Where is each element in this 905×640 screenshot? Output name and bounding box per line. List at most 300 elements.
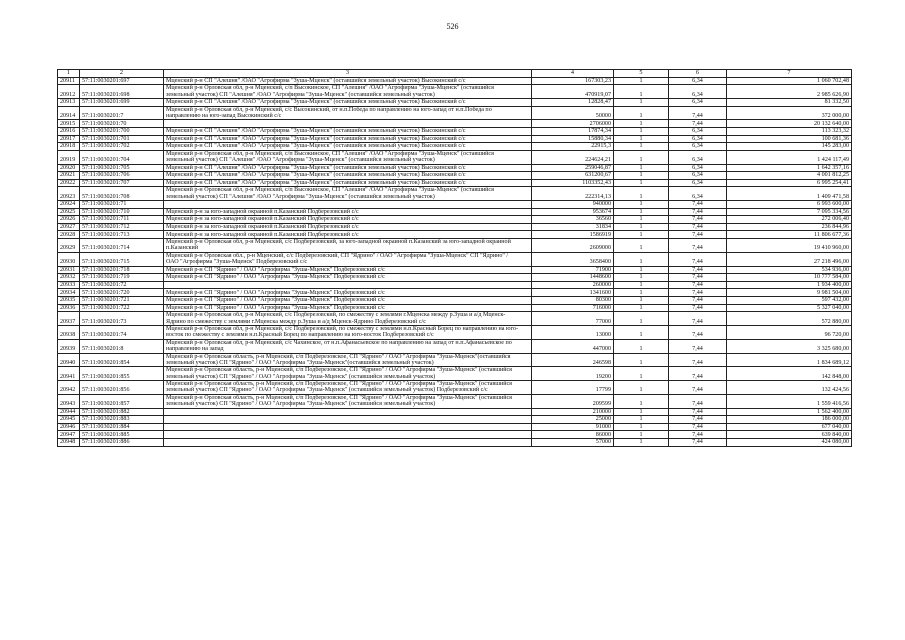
cell-c5: 1 — [614, 135, 669, 143]
cell-id: 20927 — [58, 223, 80, 231]
cell-c5: 1 — [614, 239, 669, 253]
cell-description — [164, 266, 532, 274]
cell-value: 142 848,00 — [727, 367, 852, 381]
description-line: Мценский р-н Орловская обл, р-н Мценский, с/с Высокинский, от н.п.Победа по направлению на юго-запад от н.п.Победа по — [166, 106, 492, 113]
cell-cad: 57:11:0030201:701 — [80, 135, 164, 143]
cell-area: 447000 — [532, 339, 614, 353]
cell-area: 71900 — [532, 266, 614, 274]
table-row — [58, 408, 852, 416]
cell-c6: 6,34 — [669, 187, 727, 201]
cell-value: 4 001 812,25 — [727, 172, 852, 180]
cell-c5: 1 — [614, 274, 669, 282]
cell-id: 20916 — [58, 127, 80, 135]
cell-c6: 7,44 — [669, 431, 727, 439]
cell-id: 20921 — [58, 172, 80, 180]
cell-cad: 57:11:0030201:882 — [80, 408, 164, 416]
cell-value: 186 000,00 — [727, 416, 852, 424]
column-header: 7 — [727, 70, 852, 78]
table-row — [58, 98, 852, 106]
description-line: земельный участок) СП "Ядрино" / ОАО "Агрофирма "Зуша-Мценск"(оставшийся земельный участок) — [166, 359, 434, 366]
cell-area: 25000 — [532, 416, 614, 424]
table-row — [58, 208, 852, 216]
table-row — [58, 135, 852, 143]
cell-c5: 1 — [614, 296, 669, 304]
cell-value: 19 410 960,00 — [727, 239, 852, 253]
table-row — [58, 439, 852, 447]
cell-cad: 57:11:0030201:706 — [80, 172, 164, 180]
cell-c5: 1 — [614, 381, 669, 395]
cell-id: 20928 — [58, 231, 80, 239]
cell-cad: 57:11:0030201:707 — [80, 179, 164, 187]
cell-value: 572 880,00 — [727, 312, 852, 326]
column-header: 3 — [164, 70, 532, 78]
cell-c5: 1 — [614, 187, 669, 201]
cell-value: 1 834 689,12 — [727, 353, 852, 367]
cell-id: 20917 — [58, 135, 80, 143]
cell-c6: 6,34 — [669, 135, 727, 143]
table-row — [58, 281, 852, 289]
cell-id: 20914 — [58, 106, 80, 120]
table-row — [58, 423, 852, 431]
cell-c6: 7,44 — [669, 216, 727, 224]
description-line: Мценский р-н СП "Алешня" /ОАО "Агрофирма "Зуша-Мценск" (оставшийся земельный участок) Высокинский с/с — [166, 77, 466, 84]
description-line: Мценский р-н СП "Ядрино" / ОАО "Агрофирма "Зуша-Мценск" Подберезовский с/с — [166, 297, 385, 304]
table-row — [58, 353, 852, 367]
cell-description — [164, 106, 532, 120]
table-row — [58, 150, 852, 164]
table-body — [58, 70, 852, 447]
description-line: Мценский р-н СП "Алешня" /ОАО "Агрофирма "Зуша-Мценск" (оставшийся земельный участок) Высокинский с/с — [166, 143, 466, 150]
cell-c6: 7,44 — [669, 416, 727, 424]
description-line: Мценский р-н СП "Алешня" /ОАО "Агрофирма "Зуша-Мценск" (оставшийся земельный участок) Высокинский с/с — [166, 135, 466, 142]
cell-cad: 57:11:0030201:720 — [80, 289, 164, 297]
cell-value: 639 840,00 — [727, 431, 852, 439]
cell-description — [164, 281, 532, 289]
cell-c6: 7,44 — [669, 394, 727, 408]
cell-area: 19200 — [532, 367, 614, 381]
cell-value: 3 325 680,00 — [727, 339, 852, 353]
table-row — [58, 216, 852, 224]
table-row — [58, 416, 852, 424]
cell-cad: 57:11:0030201:71 — [80, 201, 164, 209]
description-line: Мценский р-н Орловская обл, р-н Мценский, с/с Подберезовский, за юго-западной окраиной п.Казанский за юго-западной окраиной — [166, 239, 511, 246]
cell-area: 2706000 — [532, 120, 614, 128]
cell-id: 20948 — [58, 439, 80, 447]
description-line: земельный участок) СП "Ядрино" / ОАО "Агрофирма "Зуша-Мценск" (оставшийся земельный участок) Подберезовский с/с — [166, 387, 488, 394]
cell-description — [164, 423, 532, 431]
table-row — [58, 164, 852, 172]
cell-c5: 1 — [614, 231, 669, 239]
cell-id: 20946 — [58, 423, 80, 431]
cell-cad: 57:11:0030201:72 — [80, 281, 164, 289]
cell-cad: 57:11:0030201:886 — [80, 439, 164, 447]
description-line: Мценский р-н СП "Ядрино" / ОАО "Агрофирма "Зуша-Мценск" Подберезовский с/с — [166, 304, 385, 311]
cell-id: 20940 — [58, 353, 80, 367]
cell-cad: 57:11:0030201:721 — [80, 296, 164, 304]
cell-value: 272 006,40 — [727, 216, 852, 224]
cell-id: 20930 — [58, 252, 80, 266]
cell-cad: 57:11:0030201:857 — [80, 394, 164, 408]
cell-cad: 57:11:0030201:704 — [80, 150, 164, 164]
cell-c5: 1 — [614, 408, 669, 416]
cell-c6: 7,44 — [669, 312, 727, 326]
cell-value: 10 777 584,00 — [727, 274, 852, 282]
cell-c6: 7,44 — [669, 325, 727, 339]
cell-id: 20942 — [58, 381, 80, 395]
cell-c5: 1 — [614, 312, 669, 326]
description-line: направлению на запад — [166, 346, 224, 353]
cell-c6: 7,44 — [669, 439, 727, 447]
table-row — [58, 266, 852, 274]
description-line: Мценский р-н СП "Алешня" /ОАО "Агрофирма "Зуша-Мценск" (оставшийся земельный участок) Высокинский с/с — [166, 128, 466, 135]
cell-description — [164, 135, 532, 143]
cell-area: 91000 — [532, 423, 614, 431]
cell-c5: 1 — [614, 179, 669, 187]
cell-c5: 1 — [614, 127, 669, 135]
cell-cad: 57:11:0030201:698 — [80, 85, 164, 99]
cell-description — [164, 164, 532, 172]
cell-area: 224624,21 — [532, 150, 614, 164]
cell-value: 7 095 334,56 — [727, 208, 852, 216]
description-line: Мценский р-н Орловская обл, р-н Мценский, с/с Подберезовский, по смежеству с землями н.п.Красный Борец по направлению на юго- — [166, 325, 519, 332]
cell-id: 20911 — [58, 77, 80, 85]
cell-c6: 7,44 — [669, 274, 727, 282]
cell-value: 113 323,32 — [727, 127, 852, 135]
cell-c6: 6,34 — [669, 150, 727, 164]
cell-description — [164, 296, 532, 304]
cell-area: 80300 — [532, 296, 614, 304]
cell-value: 424 080,00 — [727, 439, 852, 447]
cell-c6: 7,44 — [669, 106, 727, 120]
cell-area: 953674 — [532, 208, 614, 216]
description-line: Мценский р-н СП "Алешня" /ОАО "Агрофирма "Зуша-Мценск" (оставшийся земельный участок) Высокинский с/с — [166, 172, 466, 179]
cell-description — [164, 187, 532, 201]
cell-area: 1448600 — [532, 274, 614, 282]
column-header: 2 — [80, 70, 164, 78]
cell-c6: 7,44 — [669, 423, 727, 431]
cell-c5: 1 — [614, 339, 669, 353]
cell-id: 20920 — [58, 164, 80, 172]
cell-c6: 7,44 — [669, 120, 727, 128]
description-line: Мценский р-н Орловская область, р-н Мценский, с/п Подберезовское, СП "Ядрино" / ОАО "Агрофирма "Зуша-Мценск" (оставшийся — [166, 381, 512, 388]
description-line: Мценский р-н за юго-западной окраиной п.Казанский Подберезовский с/с — [166, 216, 359, 223]
cell-area: 12828,47 — [532, 98, 614, 106]
cell-c5: 1 — [614, 150, 669, 164]
table-header-row — [58, 70, 852, 78]
column-header: 6 — [669, 70, 727, 78]
cell-c6: 7,44 — [669, 408, 727, 416]
cell-cad: 57:11:0030201:74 — [80, 325, 164, 339]
cell-area: 31834 — [532, 223, 614, 231]
cell-value: 145 283,00 — [727, 143, 852, 151]
description-line: Мценский р-н СП "Ядрино" / ОАО "Агрофирма "Зуша-Мценск" Подберезовский с/с — [166, 289, 385, 296]
description-line: Мценский р-н СП "Алешня" /ОАО "Агрофирма "Зуша-Мценск" (оставшийся земельный участок) Высокинский с/с — [166, 179, 466, 186]
description-line: Мценский р-н за юго-западной окраиной п.Казанский Подберезовский с/с — [166, 231, 359, 238]
cell-description — [164, 431, 532, 439]
cell-value: 1 642 357,16 — [727, 164, 852, 172]
cell-c5: 1 — [614, 98, 669, 106]
cell-c5: 1 — [614, 143, 669, 151]
cell-c6: 7,44 — [669, 381, 727, 395]
cell-value: 1 559 416,56 — [727, 394, 852, 408]
cell-cad: 57:11:0030201:856 — [80, 381, 164, 395]
cell-description — [164, 201, 532, 209]
cell-area: 260000 — [532, 281, 614, 289]
description-line: Ядрино по смежеству с землями г.Мценска между р.Зуша и а/д Мценск-Ядрино Подберезовский с/с — [166, 318, 426, 325]
cell-c6: 6,34 — [669, 172, 727, 180]
description-line: Мценский р-н Орловская область, р-н Мценский, с/п Подберезовское, СП "Ядрино" / ОАО "Агрофирма "Зуша-Мценск" (оставшийся — [166, 394, 512, 401]
table-row — [58, 296, 852, 304]
cell-id: 20913 — [58, 98, 80, 106]
cell-description — [164, 143, 532, 151]
cell-cad: 57:11:0030201:722 — [80, 304, 164, 312]
cell-c6: 7,44 — [669, 281, 727, 289]
cell-area: 57000 — [532, 439, 614, 447]
cell-area: 631200,67 — [532, 172, 614, 180]
cell-c5: 1 — [614, 367, 669, 381]
cell-area: 36560 — [532, 216, 614, 224]
cell-area: 246598 — [532, 353, 614, 367]
description-line: Мценский р-н Орловская обл., р-н Мценский, с/с Подберезовский, СП "Ядрино" / ОАО "Агрофирма "Зуша-Мценск" СП "Ядрино" / — [166, 252, 509, 259]
cell-c6: 7,44 — [669, 239, 727, 253]
cell-c5: 1 — [614, 216, 669, 224]
description-line: Мценский р-н СП "Ядрино" / ОАО "Агрофирма "Зуша-Мценск" Подберезовский с/с — [166, 274, 385, 281]
cell-value: 677 040,00 — [727, 423, 852, 431]
cell-value: 96 720,00 — [727, 325, 852, 339]
cell-id: 20934 — [58, 289, 80, 297]
cell-cad: 57:11:0030201:885 — [80, 431, 164, 439]
table-row — [58, 339, 852, 353]
cell-description — [164, 381, 532, 395]
cell-area: 167303,23 — [532, 77, 614, 85]
cell-cad: 57:11:0030201:8 — [80, 339, 164, 353]
cell-area: 86000 — [532, 431, 614, 439]
table-row — [58, 304, 852, 312]
table-row — [58, 239, 852, 253]
description-line: п.Казанский — [166, 245, 199, 252]
cell-cad: 57:11:0030201:713 — [80, 231, 164, 239]
cell-cad: 57:11:0030201:700 — [80, 127, 164, 135]
cell-c6: 7,44 — [669, 367, 727, 381]
table-row — [58, 179, 852, 187]
cell-c5: 1 — [614, 325, 669, 339]
cell-c6: 7,44 — [669, 223, 727, 231]
cell-cad: 57:11:0030201:697 — [80, 77, 164, 85]
cell-c5: 1 — [614, 304, 669, 312]
cell-c6: 6,34 — [669, 127, 727, 135]
cell-area: 3658400 — [532, 252, 614, 266]
cell-area: 940000 — [532, 201, 614, 209]
description-line: Мценский р-н Орловская обл, р-н Мценский, с/п Высокинское, СП "Алешня" /ОАО "Агрофирма "Зуша-Мценск" (оставшийся — [166, 150, 494, 157]
table-row — [58, 201, 852, 209]
cell-value: 1 409 471,58 — [727, 187, 852, 201]
cell-area: 50000 — [532, 106, 614, 120]
cell-cad: 57:11:0030201:70 — [80, 120, 164, 128]
cell-description — [164, 120, 532, 128]
table-row — [58, 312, 852, 326]
cell-c5: 1 — [614, 252, 669, 266]
cell-id: 20915 — [58, 120, 80, 128]
cell-c6: 6,34 — [669, 98, 727, 106]
description-line: Мценский р-н Орловская обл, р-н Мценский, с/с Чахинское, от н.п.Афанасьевское по направлению на запад от н.п.Афанасьевское по — [166, 339, 512, 346]
description-line: Мценский р-н Орловская область, р-н Мценский, с/п Подберезовское, СП "Ядрино" / ОАО "Агрофирма "Зуша-Мценск"(оставшийся — [166, 353, 511, 360]
cell-area: 2609000 — [532, 239, 614, 253]
cell-value: 6 993 600,00 — [727, 201, 852, 209]
cell-id: 20925 — [58, 208, 80, 216]
description-line: Мценский р-н Орловская обл, р-н Мценский, с/п Высокинское, СП "Алешня" /ОАО "Агрофирма "Зуша-Мценск" (оставшийся — [166, 187, 494, 194]
cell-id: 20929 — [58, 239, 80, 253]
cell-c5: 1 — [614, 394, 669, 408]
cell-c5: 1 — [614, 85, 669, 99]
description-line: Мценский р-н СП "Алешня" /ОАО "Агрофирма "Зуша-Мценск" (оставшийся земельный участок) Высокинский с/с — [166, 99, 466, 106]
cell-area: 1341600 — [532, 289, 614, 297]
cell-value: 2 985 626,90 — [727, 85, 852, 99]
cell-description — [164, 339, 532, 353]
cell-c6: 7,44 — [669, 296, 727, 304]
table-row — [58, 289, 852, 297]
cell-id: 20912 — [58, 85, 80, 99]
cell-id: 20938 — [58, 325, 80, 339]
cell-description — [164, 172, 532, 180]
land-registry-table — [57, 69, 852, 447]
cell-description — [164, 179, 532, 187]
description-line: Мценский р-н Орловская область, р-н Мценский, с/п Подберезовское, СП "Ядрино" / ОАО "Агрофирма "Зуша-Мценск" (оставшийся — [166, 367, 512, 374]
cell-id: 20944 — [58, 408, 80, 416]
cell-cad: 57:11:0030201:711 — [80, 216, 164, 224]
cell-id: 20922 — [58, 179, 80, 187]
cell-description — [164, 150, 532, 164]
cell-description — [164, 252, 532, 266]
cell-area: 222314,13 — [532, 187, 614, 201]
column-header: 4 — [532, 70, 614, 78]
cell-value: 6 995 254,41 — [727, 179, 852, 187]
cell-description — [164, 208, 532, 216]
cell-value: 1 060 702,48 — [727, 77, 852, 85]
cell-value: 597 432,00 — [727, 296, 852, 304]
cell-area: 1103352,43 — [532, 179, 614, 187]
cell-cad: 57:11:0030201:854 — [80, 353, 164, 367]
cell-c5: 1 — [614, 281, 669, 289]
cell-cad: 57:11:0030201:718 — [80, 266, 164, 274]
cell-value: 534 936,00 — [727, 266, 852, 274]
cell-cad: 57:11:0030201:7 — [80, 106, 164, 120]
cell-c5: 1 — [614, 416, 669, 424]
cell-description — [164, 416, 532, 424]
description-line: Мценский р-н за юго-западной окраиной п.Казанский Подберезовский с/с — [166, 224, 359, 231]
cell-c5: 1 — [614, 164, 669, 172]
description-line: направлению на юго-запад Высокинский с/с — [166, 112, 282, 119]
column-header: 5 — [614, 70, 669, 78]
cell-value: 11 806 677,36 — [727, 231, 852, 239]
table-row — [58, 106, 852, 120]
table-row — [58, 127, 852, 135]
cell-cad: 57:11:0030201:883 — [80, 416, 164, 424]
cell-id: 20933 — [58, 281, 80, 289]
cell-area: 209599 — [532, 394, 614, 408]
table-row — [58, 85, 852, 99]
cell-description — [164, 325, 532, 339]
table-row — [58, 367, 852, 381]
cell-c6: 7,44 — [669, 252, 727, 266]
description-line: земельный участок) СП "Алешня" /ОАО "Агрофирма "Зуша-Мценск" (оставшийся земельный участок) — [166, 193, 435, 200]
cell-c6: 7,44 — [669, 201, 727, 209]
cell-id: 20919 — [58, 150, 80, 164]
cell-area: 13000 — [532, 325, 614, 339]
cell-description — [164, 304, 532, 312]
description-line: Мценский р-н Орловская обл, р-н Мценский, с/п Высокинское, СП "Алешня" /ОАО "Агрофирма "Зуша-Мценск" (оставшийся — [166, 85, 494, 92]
cell-cad: 57:11:0030201:699 — [80, 98, 164, 106]
cell-cad: 57:11:0030201:719 — [80, 274, 164, 282]
table-row — [58, 274, 852, 282]
cell-value: 1 424 117,49 — [727, 150, 852, 164]
cell-c5: 1 — [614, 208, 669, 216]
cell-description — [164, 216, 532, 224]
cell-id: 20926 — [58, 216, 80, 224]
cell-value: 100 681,36 — [727, 135, 852, 143]
cell-c6: 6,34 — [669, 164, 727, 172]
cell-id: 20935 — [58, 296, 80, 304]
cell-c6: 7,44 — [669, 231, 727, 239]
cell-id: 20932 — [58, 274, 80, 282]
cell-c6: 7,44 — [669, 208, 727, 216]
cell-area: 210000 — [532, 408, 614, 416]
cell-description — [164, 394, 532, 408]
table-row — [58, 223, 852, 231]
cell-value: 132 424,56 — [727, 381, 852, 395]
table-row — [58, 325, 852, 339]
cell-description — [164, 353, 532, 367]
table-row — [58, 252, 852, 266]
cell-c5: 1 — [614, 353, 669, 367]
column-header: 1 — [58, 70, 80, 78]
cell-value: 1 562 400,00 — [727, 408, 852, 416]
cell-description — [164, 98, 532, 106]
cell-cad: 57:11:0030201:710 — [80, 208, 164, 216]
cell-id: 20945 — [58, 416, 80, 424]
table-row — [58, 394, 852, 408]
cell-id: 20937 — [58, 312, 80, 326]
cell-c6: 6,34 — [669, 85, 727, 99]
cell-value: 20 132 640,00 — [727, 120, 852, 128]
cell-area: 1586919 — [532, 231, 614, 239]
cell-c5: 1 — [614, 423, 669, 431]
cell-value: 1 934 400,00 — [727, 281, 852, 289]
description-line: восток по смежеству с землями н.п.Красный Борец по направлению на юго-восток Подберезовский с/с — [166, 332, 434, 339]
cell-value: 5 327 040,00 — [727, 304, 852, 312]
cell-description — [164, 239, 532, 253]
cell-c5: 1 — [614, 431, 669, 439]
cell-c5: 1 — [614, 106, 669, 120]
cell-cad: 57:11:0030201:708 — [80, 187, 164, 201]
cell-value: 372 000,00 — [727, 106, 852, 120]
cell-area: 22915,3 — [532, 143, 614, 151]
description-line: земельный участок) СП "Алешня" /ОАО "Агрофирма "Зуша-Мценск" (оставшийся земельный участок) — [166, 157, 435, 164]
cell-description — [164, 77, 532, 85]
cell-description — [164, 367, 532, 381]
cell-area: 259046,87 — [532, 164, 614, 172]
description-line: Мценский р-н СП "Ядрино" / ОАО "Агрофирма "Зуша-Мценск" Подберезовский с/с — [166, 266, 385, 273]
table-row — [58, 172, 852, 180]
cell-c5: 1 — [614, 120, 669, 128]
table-row — [58, 187, 852, 201]
cell-description — [164, 408, 532, 416]
cell-value: 27 218 496,00 — [727, 252, 852, 266]
cell-c6: 7,44 — [669, 353, 727, 367]
cell-c6: 7,44 — [669, 339, 727, 353]
cell-c6: 7,44 — [669, 289, 727, 297]
cell-value: 9 981 504,00 — [727, 289, 852, 297]
cell-cad: 57:11:0030201:714 — [80, 239, 164, 253]
